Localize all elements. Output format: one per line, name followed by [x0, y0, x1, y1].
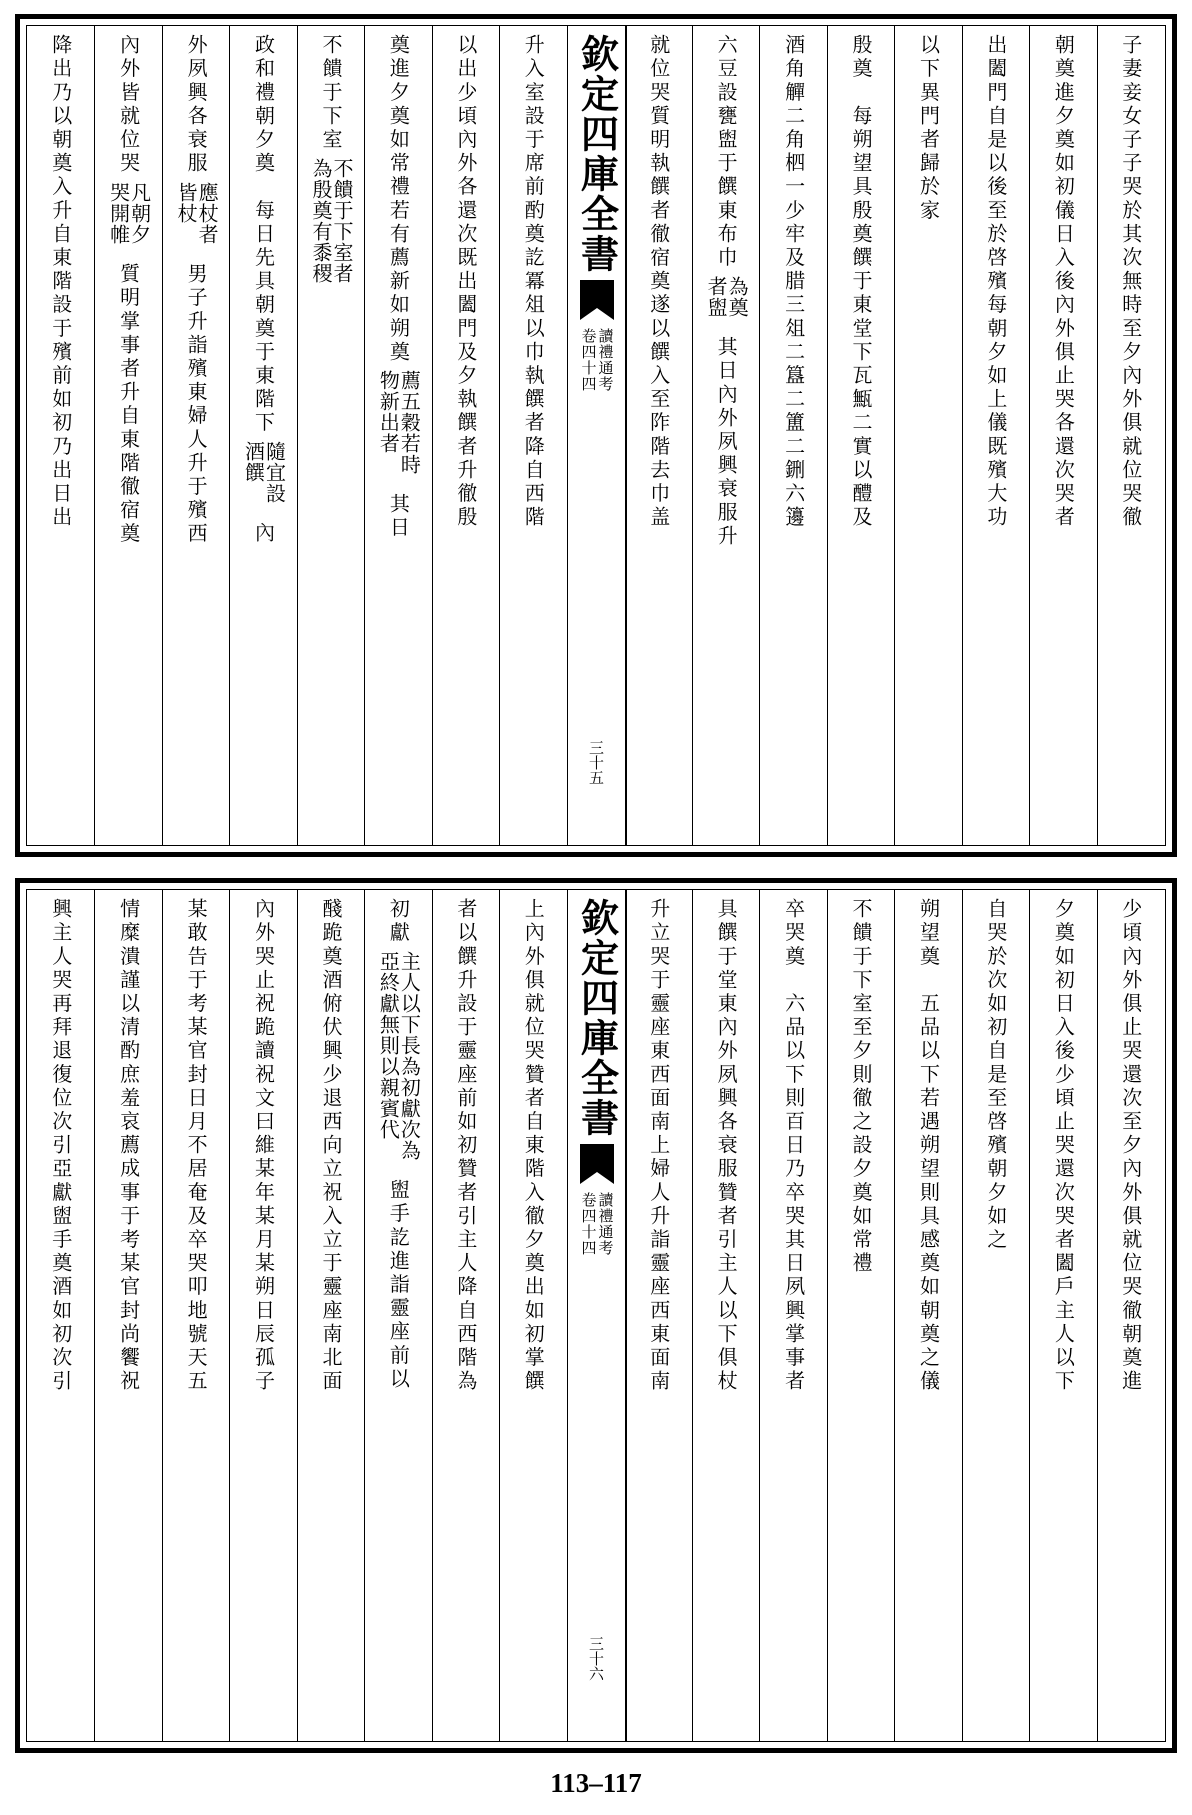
interlinear-note: 為奠者盥 [704, 276, 750, 318]
text-column [94, 26, 161, 845]
main-text: 醆跪奠酒俯伏興少退西向立祝入立于靈座南北面 [318, 898, 343, 1394]
main-text-continued: 盥手訖進詣靈座前以 [386, 1179, 411, 1392]
book-title: 讀禮通考 [596, 328, 615, 392]
text-column [432, 26, 499, 845]
main-text: 政和禮朝夕奠 每日先具朝奠于東階下 [251, 34, 276, 436]
text-column [229, 890, 296, 1741]
main-text: 者以饌升設于靈座前如初贊者引主人降自西階為 [453, 898, 478, 1394]
text-column [27, 26, 94, 845]
center-subtitle [581, 1192, 613, 1256]
text-column [297, 890, 364, 1741]
main-text: 夕奠如初日入後少頃止哭還次哭者闔戶主人以下 [1051, 898, 1076, 1394]
main-text: 升立哭于靈座東西面南上婦人升詣靈座西東面南 [646, 898, 671, 1394]
text-column [1029, 890, 1096, 1741]
main-text: 內外哭止祝跪讀祝文曰維某年某月某朔日辰孤子 [251, 898, 276, 1394]
page-footer-number: 113–117 [550, 1768, 642, 1798]
top-page-frame [26, 25, 1166, 846]
interlinear-note: 主人以下長為初獻次為亞終獻無則以親賓代 [376, 951, 422, 1162]
main-text: 以出少頃內外各還次既出闔門及夕執饌者升徹殷 [453, 34, 478, 530]
interlinear-note: 隨宜設酒饌 [241, 441, 287, 505]
bottom-page [15, 878, 1177, 1753]
main-text: 降出乃以朝奠入升自東階設于殯前如初乃出日出 [48, 34, 73, 530]
center-title: 欽定四庫全書 [574, 34, 620, 274]
text-column [297, 26, 364, 845]
text-column [625, 890, 692, 1741]
text-column [27, 890, 94, 1741]
center-title: 欽定四庫全書 [574, 898, 620, 1138]
main-text: 少頃內外俱止哭還次至夕內外俱就位哭徹朝奠進 [1118, 898, 1143, 1394]
main-text: 具饌于堂東內外夙興各衰服贊者引主人以下俱杖 [714, 898, 739, 1394]
top-page [15, 14, 1177, 857]
main-text: 升入室設于席前酌奠訖冪俎以巾執饌者降自西階 [521, 34, 546, 530]
text-column [894, 26, 961, 845]
text-column [499, 890, 566, 1741]
main-text: 朝奠進夕奠如初儀日入後內外俱止哭各還次哭者 [1051, 34, 1076, 530]
text-column [1029, 26, 1096, 845]
text-column [364, 26, 431, 845]
text-column [759, 26, 826, 845]
center-subtitle [581, 328, 613, 392]
main-text: 殷奠 每朔望具殷奠饌于東堂下瓦甒二實以醴及 [849, 34, 874, 530]
fish-tail-mark-icon [580, 1144, 614, 1184]
main-text-continued: 男子升詣殯東婦人升于殯西 [184, 262, 209, 546]
main-text-continued: 其日 [386, 493, 411, 541]
main-text: 內外皆就位哭 [116, 34, 141, 176]
main-text: 就位哭質明執饌者徹宿奠遂以饌入至阼階去巾盖 [646, 34, 671, 530]
book-title: 讀禮通考 [596, 1192, 615, 1256]
main-text: 自哭於次如初自是至啓殯朝夕如之 [983, 898, 1008, 1252]
main-text: 子妻妾女子子哭於其次無時至夕內外俱就位哭徹 [1118, 34, 1143, 530]
interlinear-note: 薦五穀若時物新出者 [376, 370, 422, 476]
main-text: 不饋于下室 [318, 34, 343, 152]
text-column [162, 26, 229, 845]
leaf-page-number: 三十五 [587, 740, 605, 785]
main-text-continued: 內 [251, 522, 276, 546]
leaf-page-number: 三十六 [587, 1636, 605, 1681]
main-text: 某敢告于考某官封日月不居奄及卒哭叩地號天五 [184, 898, 209, 1394]
interlinear-note: 不饋于下室者為殷奠有黍稷 [308, 158, 354, 284]
bottom-page-frame [26, 889, 1166, 1742]
text-column [759, 890, 826, 1741]
text-column [162, 890, 229, 1741]
main-text: 初獻 [386, 898, 411, 946]
text-column [432, 890, 499, 1741]
text-column [364, 890, 431, 1741]
text-column [94, 890, 161, 1741]
main-text: 外夙興各衰服 [184, 34, 209, 176]
text-column [894, 890, 961, 1741]
main-text-continued: 其日內外夙興衰服升 [714, 336, 739, 549]
main-text: 出闔門自是以後至於啓殯每朝夕如上儀既殯大功 [983, 34, 1008, 530]
text-column [1097, 890, 1164, 1741]
text-column [692, 890, 759, 1741]
main-text: 奠進夕奠如常禮若有薦新如朔奠 [386, 34, 411, 365]
text-column [962, 890, 1029, 1741]
interlinear-note: 凡朝夕哭開帷 [106, 181, 152, 245]
chapter-label: 卷四十四 [579, 328, 598, 392]
text-column [827, 890, 894, 1741]
text-column [692, 26, 759, 845]
main-text: 上內外俱就位哭贊者自東階入徹夕奠出如初掌饌 [521, 898, 546, 1394]
center-fold-column [567, 26, 627, 845]
chapter-label: 卷四十四 [579, 1192, 598, 1256]
text-column [962, 26, 1029, 845]
main-text-continued: 質明掌事者升自東階徹宿奠 [116, 262, 141, 546]
main-text: 興主人哭再拜退復位次引亞獻盥手奠酒如初次引 [48, 898, 73, 1394]
text-column [499, 26, 566, 845]
main-text: 酒角觶二角柶一少牢及腊三俎二簋二簠二鉶六籩 [781, 34, 806, 530]
interlinear-note: 應杖者皆杖 [174, 181, 220, 245]
text-column [229, 26, 296, 845]
text-column [625, 26, 692, 845]
main-text: 情糜潰謹以清酌庶羞哀薦成事于考某官封尚饗祝 [116, 898, 141, 1394]
center-fold-column [567, 890, 627, 1741]
main-text: 卒哭奠 六品以下則百日乃卒哭其日夙興掌事者 [781, 898, 806, 1394]
text-column [1097, 26, 1164, 845]
text-column [827, 26, 894, 845]
main-text: 六豆設甕盥于饌東布巾 [714, 34, 739, 270]
main-text: 朔望奠 五品以下若遇朔望則具感奠如朝奠之儀 [916, 898, 941, 1394]
fish-tail-mark-icon [580, 280, 614, 320]
main-text: 不饋于下室至夕則徹之設夕奠如常禮 [849, 898, 874, 1276]
main-text: 以下異門者歸於家 [916, 34, 941, 223]
